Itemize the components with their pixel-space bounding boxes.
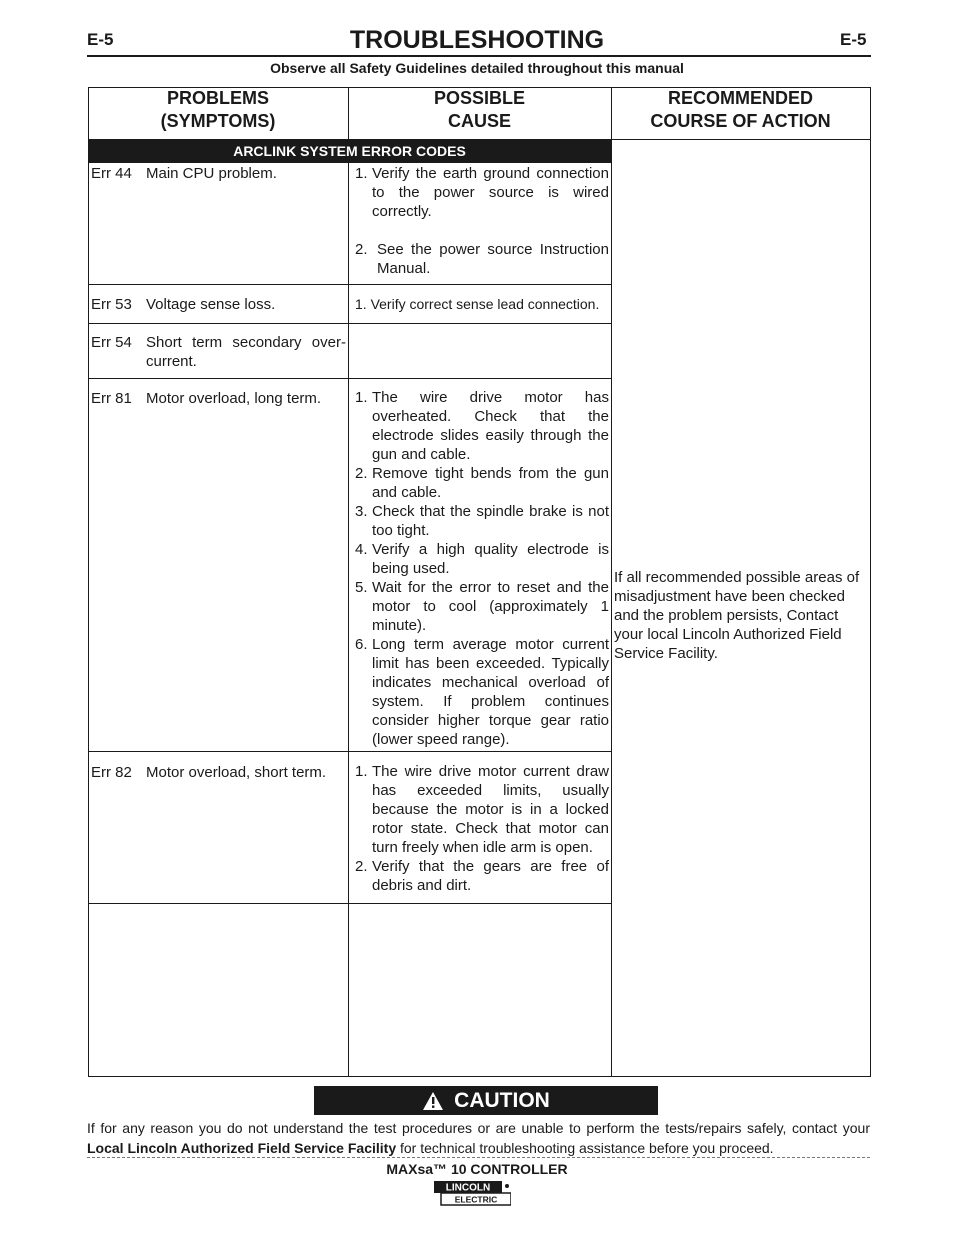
table-border-bottom xyxy=(88,1076,871,1077)
cause-item xyxy=(355,502,609,540)
column-header-action xyxy=(611,87,870,133)
caution-note xyxy=(87,1118,870,1158)
cause-number: 1. xyxy=(355,165,368,182)
cause-number: 1. xyxy=(355,763,368,780)
cause-item xyxy=(355,164,609,221)
lincoln-electric-logo xyxy=(433,1180,511,1206)
row-separator xyxy=(88,323,611,324)
cause-text: Check that the spindle brake is not too tight. xyxy=(372,503,609,539)
col-divider-1 xyxy=(348,163,349,1077)
symptom-text: Short term secondary over-current. xyxy=(146,334,346,370)
symptom-text: Main CPU problem. xyxy=(146,165,277,182)
table-border-left xyxy=(88,87,89,1077)
error-code: Err 54 xyxy=(91,334,132,351)
cause-number: 2. xyxy=(355,465,368,482)
cause-text: Verify a high quality electrode is being used. xyxy=(372,541,609,577)
row-separator xyxy=(88,903,611,904)
row-separator xyxy=(88,378,611,379)
column-header-line: RECOMMENDED xyxy=(667,88,813,108)
recommended-action-text: If all recommended possible areas of misadjustment have been checked and the problem persists, Contact your local Lincoln Authorized Field Service Facility. xyxy=(614,569,860,662)
section-title-band: ARCLINK SYSTEM ERROR CODES xyxy=(88,140,611,163)
cause-text: The wire drive motor current draw has exceeded limits, usually because the motor is in a locked rotor state. Check that motor can turn freely when idle arm is open. xyxy=(372,763,609,856)
error-code: Err 81 xyxy=(91,390,132,407)
col-divider-2 xyxy=(611,87,612,1077)
safety-note: Observe all Safety Guidelines detailed throughout this manual xyxy=(270,60,684,76)
cause-item xyxy=(355,635,609,749)
page-code-left: E-5 xyxy=(87,30,114,49)
column-header-cause xyxy=(348,87,611,133)
row-separator xyxy=(88,284,611,285)
cause-item xyxy=(355,540,609,578)
cause-number: 2. xyxy=(355,858,368,875)
cause-number: 5. xyxy=(355,579,368,596)
caution-bold-text: Local Lincoln Authorized Field Service Facility xyxy=(87,1140,397,1156)
row-separator xyxy=(88,751,611,752)
cause-item xyxy=(355,295,609,314)
column-header-line: (SYMPTOMS) xyxy=(160,111,276,131)
cause-text: See the power source Instruction Manual. xyxy=(377,241,609,277)
page-title: TROUBLESHOOTING xyxy=(349,26,605,54)
error-code: Err 82 xyxy=(91,764,132,781)
cause-item xyxy=(355,857,609,895)
column-header-line: POSSIBLE xyxy=(433,88,526,108)
column-header-problems xyxy=(88,87,348,133)
column-header-line: CAUSE xyxy=(447,111,511,131)
cause-list xyxy=(355,388,609,749)
error-code: Err 53 xyxy=(91,296,132,313)
cause-list xyxy=(355,295,609,314)
cause-item xyxy=(355,578,609,635)
column-header-line: PROBLEMS xyxy=(166,88,269,108)
caution-text-after: for technical troubleshooting assistance before you proceed. xyxy=(396,1140,774,1156)
cause-text: Wait for the error to reset and the motor to cool (approximately 1 minute). xyxy=(372,579,609,634)
caution-banner xyxy=(314,1086,658,1115)
error-code: Err 44 xyxy=(91,165,132,182)
cause-item xyxy=(355,762,609,857)
cause-item xyxy=(355,240,609,278)
cause-text: Verify that the gears are free of debris and dirt. xyxy=(372,858,609,894)
product-name: MAXsa™ 10 CONTROLLER xyxy=(386,1161,568,1177)
cause-item xyxy=(355,388,609,464)
cause-text: Verify the earth ground connection to the power source is wired correctly. xyxy=(372,165,609,220)
cause-number: 1. xyxy=(355,389,368,406)
cause-number: 2. xyxy=(355,241,368,258)
cause-number: 4. xyxy=(355,541,368,558)
header-rule xyxy=(87,55,871,57)
logo-text-bottom: ELECTRIC xyxy=(454,1194,498,1205)
warning-icon xyxy=(422,1091,444,1111)
cause-text: Remove tight bends from the gun and cable. xyxy=(372,465,609,501)
footer-divider xyxy=(87,1157,870,1158)
cause-item xyxy=(355,464,609,502)
caution-label: CAUTION xyxy=(454,1088,550,1112)
symptom-text: Motor overload, short term. xyxy=(146,764,327,781)
cause-number: 3. xyxy=(355,503,368,520)
page-code-right: E-5 xyxy=(840,30,867,49)
cause-text: The wire drive motor has overheated. Check that the electrode slides easily through the gun and cable. xyxy=(372,389,609,463)
table-border-right xyxy=(870,87,871,1077)
column-header-line: COURSE OF ACTION xyxy=(650,111,831,131)
cause-list xyxy=(355,164,609,278)
logo-text-top: LINCOLN xyxy=(445,1182,491,1194)
symptom-text: Motor overload, long term. xyxy=(146,390,322,407)
cause-number: 6. xyxy=(355,636,368,653)
cause-list xyxy=(355,762,609,895)
caution-text-before: If for any reason you do not understand the test procedures or are unable to perform the tests/repairs safely, contact your xyxy=(87,1120,870,1136)
symptom-text: Voltage sense loss. xyxy=(146,296,276,313)
cause-text: 1. Verify correct sense lead connection. xyxy=(355,296,600,312)
cause-text: Long term average motor current limit has been exceeded. Typically indicates mechanical overload of system. If problem continues consider higher torque gear ratio (lower speed range). xyxy=(372,636,609,748)
